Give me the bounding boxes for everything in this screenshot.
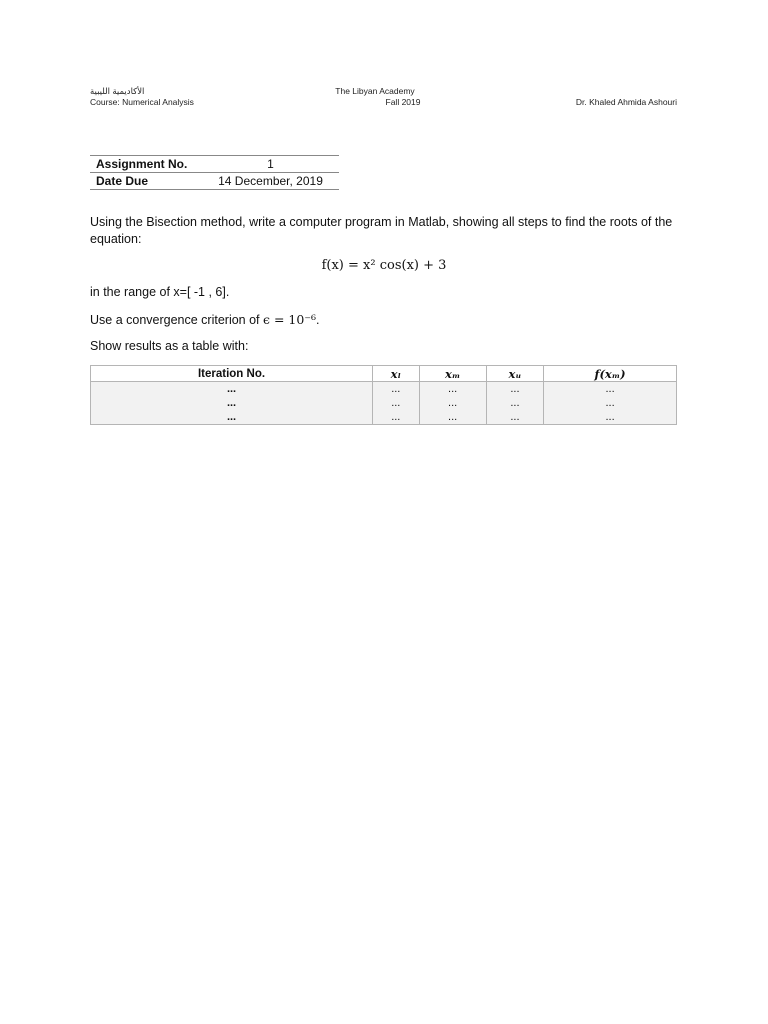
table-cell: ... bbox=[373, 396, 419, 410]
due-date-label: Date Due bbox=[90, 173, 202, 190]
assignment-number-value: 1 bbox=[202, 156, 339, 173]
table-cell: ... bbox=[373, 410, 419, 425]
results-header-row bbox=[91, 366, 677, 382]
assignment-number-row bbox=[90, 156, 339, 173]
table-intro: Show results as a table with: bbox=[90, 339, 249, 353]
table-cell: ... bbox=[544, 382, 677, 397]
table-cell: ... bbox=[373, 382, 419, 397]
header-left bbox=[90, 86, 194, 108]
convergence-prefix: Use a convergence criterion of bbox=[90, 313, 264, 327]
header-f-xm: f(xₘ) bbox=[544, 366, 677, 382]
table-cell: ... bbox=[544, 410, 677, 425]
table-cell: ... bbox=[419, 382, 486, 397]
results-table bbox=[90, 365, 677, 425]
table-cell: ... bbox=[91, 410, 373, 425]
header-institution: The Libyan Academy bbox=[335, 86, 415, 96]
header-x-upper: xᵤ bbox=[486, 366, 543, 382]
header-arabic-name: الأكاديمية الليبية bbox=[90, 86, 145, 96]
table-cell: ... bbox=[486, 396, 543, 410]
convergence-text bbox=[90, 311, 680, 329]
header-term: Fall 2019 bbox=[385, 97, 421, 107]
assignment-info-table bbox=[90, 155, 339, 190]
assignment-number-label: Assignment No. bbox=[90, 156, 202, 173]
equation: f(x) = x² cos(x) + 3 bbox=[321, 258, 447, 273]
header-course: Course: Numerical Analysis bbox=[90, 97, 194, 107]
range-text: in the range of x=[ -1 , 6]. bbox=[90, 285, 230, 299]
convergence-math: ϵ = 10⁻⁶ bbox=[263, 312, 316, 327]
header-x-lower: xₗ bbox=[373, 366, 419, 382]
table-row bbox=[91, 396, 677, 410]
problem-statement: Using the Bisection method, write a computer program in Matlab, showing all steps to find the roots of the equation: bbox=[90, 215, 673, 246]
table-row bbox=[91, 410, 677, 425]
header-x-mid: xₘ bbox=[419, 366, 486, 382]
header-instructor: Dr. Khaled Ahmida Ashouri bbox=[575, 97, 677, 107]
due-date-value: 14 December, 2019 bbox=[202, 173, 339, 190]
table-cell: ... bbox=[419, 410, 486, 425]
header-center bbox=[280, 86, 470, 108]
table-cell: ... bbox=[486, 382, 543, 397]
table-row bbox=[91, 382, 677, 397]
table-cell: ... bbox=[91, 382, 373, 397]
convergence-suffix: . bbox=[315, 313, 320, 327]
header-iteration: Iteration No. bbox=[91, 366, 373, 382]
table-cell: ... bbox=[486, 410, 543, 425]
table-cell: ... bbox=[91, 396, 373, 410]
table-cell: ... bbox=[544, 396, 677, 410]
due-date-row bbox=[90, 173, 339, 190]
table-cell: ... bbox=[419, 396, 486, 410]
